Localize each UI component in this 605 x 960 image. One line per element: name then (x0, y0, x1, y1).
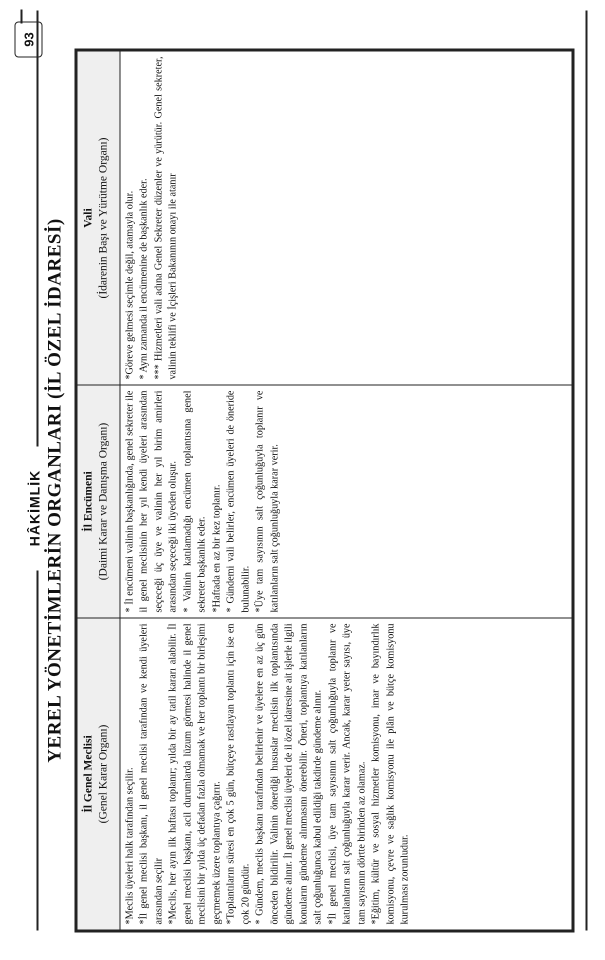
column-header-vali (77, 51, 120, 385)
list-item: *İl genel meclisi, üye tam sayısının salt çoğunluğuyla toplanır ve katılanların salt çoğunluğuyla karar verir. Ancak, karar yeter sayısı, üye tam sayısının dörtte birinden az olamaz. (326, 622, 367, 924)
column-subtitle: (Genel Karar Organı) (96, 724, 109, 823)
list-item: *** Hizmetleri vali adına Genel Sekreter düzenler ve yürütür. Genel sekreter, valinin teklifi ve İçişleri Bakanının onayı ile atanır (152, 56, 179, 380)
table-row (120, 51, 572, 930)
cell-il-encumeni (120, 385, 572, 618)
column-title: İl Encümeni (82, 470, 94, 532)
list-item: *Meclis, her ayın ilk haftası toplanır; yılda bir ay tatil kararı alabilir. İl genel meclisi başkanı, acil durumlarda lüzum görmesi halinde il genel meclisini bir yılda üç defadan fazla olmamak ve her toplantı bir birleşimi geçmemek üzere toplantıya çağırır. (167, 622, 222, 924)
column-title: İl Genel Meclisi (82, 734, 94, 813)
header-rule-right (36, 10, 38, 446)
cell-vali (120, 51, 572, 385)
list-item: *Eğitim, kültür ve sosyal hizmetler komisyonu, imar ve bayındırlık komisyonu, çevre ve sağlık komisyonu ile plân ve bütçe komisyonu kurulması zorunludur. (370, 622, 411, 924)
footer-rule (585, 10, 587, 930)
column-subtitle: (İdarenin Başı ve Yürütme Organı) (96, 137, 109, 298)
header-rule-left (36, 570, 38, 930)
column-subtitle: (Daimi Karar ve Danışma Organı) (96, 422, 109, 580)
column-header-il-genel-meclisi (77, 617, 120, 929)
list-item: *Üye tam sayısının salt çoğunluğuyla toplanır ve katılanların salt çoğunluğuyla karar verir. (254, 390, 280, 612)
list-item: * İl encümeni valinin başkanlığında, genel sekreter ile il genel meclisinin her yıl kendi üyeleri arasından seçeceği üç üye ve valinin her yıl birim amirleri arasından seçeceği iki üyeden oluşur. (124, 390, 179, 612)
list-item: *Göreve gelmesi seçimle değil, atamayla olur. (124, 190, 135, 380)
organs-table (74, 48, 574, 932)
list-item: *İl genel meclisi başkanı, il genel meclisi tarafından ve kendi üyeleri arasından seçilir (138, 622, 164, 924)
table-header-row (77, 51, 120, 930)
page-number-tick (20, 9, 22, 23)
list-item: *Meclis üyeleri halk tarafından seçilir. (124, 766, 135, 924)
cell-il-genel-meclisi (120, 617, 572, 929)
list-item: * Gündem, meclis başkanı tarafından belirlenir ve üyelere en az üç gün önceden bildirilir. Valinin önerdiği hususlar meclisin ilk toplantısında gündeme alınır. İl genel meclisi üyeleri de il özel idaresine ait işlerle ilgili konuların gündeme alınmasını önerebilir. Öneri, toplantıya katılanların salt çoğunluğunca kabul edildiği takdirde gündeme alınır. (254, 622, 324, 924)
list-item: * Valinin katılamadığı encümen toplantısına genel sekreter başkanlık eder. (181, 390, 208, 612)
page-number: 93 (14, 21, 42, 57)
list-item: * Aynı zamanda il encümenine de başkanlık eder. (138, 178, 150, 380)
column-title: Vali (82, 207, 94, 228)
column-header-il-encumeni (77, 385, 120, 618)
list-item: *Haftada en az bir kez toplanır. (210, 484, 222, 612)
list-item: * Gündemi vali belirler, encümen üyeleri de öneride bulunabilir. (225, 390, 251, 612)
list-item: *Toplantıların süresi en çok 5 gün, bütçeye rastlayan toplantı için ise en çok 20 gündür. (225, 622, 251, 924)
running-header: HÂKİMLİK (26, 469, 42, 546)
page-title: YEREL YÖNETİMLERİN ORGANLARI (İL ÖZEL İDARESİ) (44, 217, 65, 763)
